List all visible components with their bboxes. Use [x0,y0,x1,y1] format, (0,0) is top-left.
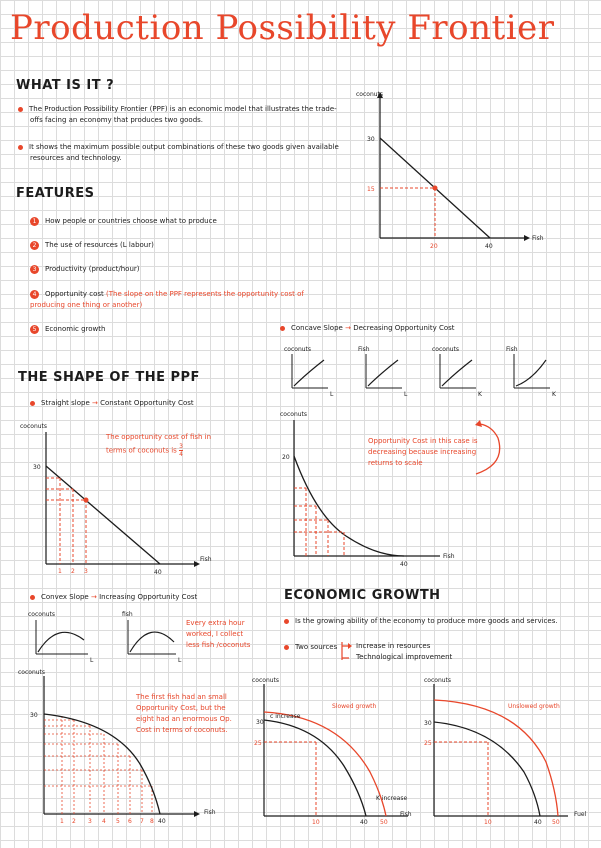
concave-note: Opportunity Cost in this case is decreasing because increasing returns to scale [368,437,478,467]
svg-text:L: L [178,657,182,664]
guide-lines [264,742,316,816]
feature-item-5: 5 Economic growth [30,324,105,335]
svg-text:Fish: Fish [506,346,518,353]
arrow-icon: → [345,324,351,332]
bracket-arrow-icon [340,640,352,664]
svg-text:coconuts: coconuts [432,346,460,353]
bullet-dot [284,645,289,650]
concave-label-row: Concave Slope → Decreasing Opportunity Cost [280,323,455,334]
tick-label: 25 [424,740,432,747]
bullet-dot [30,595,35,600]
mini-chart [122,611,182,664]
what-heading: WHAT IS IT ? [16,78,115,93]
y-axis-label: coconuts [252,677,280,684]
y-axis-label: coconuts [20,423,48,430]
arrow-icon: → [90,593,97,601]
x-axis-label: Fuel [574,811,587,818]
mini-chart [432,346,483,398]
tick-label: 7 [140,818,144,825]
fraction: $\frac{3}{4}$ [179,443,183,458]
tick-label: 3 [84,568,88,575]
svg-text:L: L [90,657,94,664]
x-axis-label: Fish [204,809,216,816]
svg-text:K: K [552,391,556,398]
unslowed-growth-diagram [418,676,598,828]
arrow-icon [194,811,200,817]
growth-heading: ECONOMIC GROWTH [284,588,441,603]
tick-label: 10 [312,819,320,826]
tick-label: 40 [400,561,408,568]
growth-item-2: Two sources [284,642,337,653]
feature-item-2: 2 The use of resources (L labour) [30,240,154,251]
what-item-2: It shows the maximum possible output combinations of these two goods given available resources and technology. [30,142,340,164]
ppf-line [46,466,160,564]
bullet-dot [18,145,23,150]
number-badge: 3 [30,265,39,274]
tick-label: 3 [88,818,92,825]
tick-label: 40 [360,819,368,826]
feature-item-1: 1 How people or countries choose what to produce [30,216,217,227]
tick-label: 10 [484,819,492,826]
svg-text:coconuts: coconuts [28,611,56,618]
tick-label: 50 [552,819,560,826]
ppf-intro-diagram [350,88,550,258]
slowed-growth-diagram [248,676,423,828]
growth-item-1: Is the growing ability of the economy to produce more goods and services. [284,616,584,627]
shift-label: K increase [376,795,408,802]
growth-source-2: Technological improvement [356,653,453,661]
curve-label: Unslowed growth [508,703,560,710]
tick-label: 40 [158,818,166,825]
guide-lines [434,742,488,816]
page-title: Production Possibility Frontier [10,8,555,48]
shifted-ppf-curve [264,712,386,816]
y-axis-label: coconuts [356,91,384,98]
svg-text:Fish: Fish [358,346,370,353]
point-marker [84,498,89,503]
ppf-curve [434,722,540,816]
curved-arrow-icon [470,418,506,482]
mini-chart [28,611,94,664]
shape-heading: THE SHAPE OF THE PPF [18,370,200,385]
tick-label: 6 [128,818,132,825]
tick-label: 8 [150,818,154,825]
convex-note: Every extra hour worked, I collect less fish /coconuts [186,619,251,649]
number-badge: 1 [30,217,39,226]
tick-label: 30 [33,464,41,471]
guide-lines [294,488,344,556]
tick-label: 50 [380,819,388,826]
bullet-dot [18,107,23,112]
number-badge: 5 [30,325,39,334]
x-axis-label: Fish [532,235,544,242]
point-marker [433,186,438,191]
tick-label: 1 [60,818,64,825]
tick-label: 20 [430,243,438,250]
svg-text:fish: fish [122,611,133,618]
concave-ppf-diagram [276,406,476,574]
x-axis-label: Fish [400,811,412,818]
ppf-curve [264,720,366,816]
tick-label: 5 [116,818,120,825]
arrow-icon: → [92,399,98,407]
shift-label: c increase [270,713,301,720]
svg-text:L: L [330,391,334,398]
growth-source-1: Increase in resources [356,642,431,650]
curve-label: Slowed growth [332,703,377,710]
guide-lines [46,478,86,564]
feature-item-3: 3 Productivity (product/hour) [30,264,140,275]
tick-label: 1 [58,568,62,575]
what-item-1: The Production Possibility Frontier (PPF) is an economic model that illustrates the trade-offs facing an economy that produces two goods. [30,104,340,126]
number-badge: 4 [30,290,39,299]
feature-item-4: 4 Opportunity cost (The slope on the PPF represents the opportunity cost of producing one thing or another) [30,290,304,309]
straight-slope-row: Straight slope → Constant Opportunity Cost [30,398,194,409]
tick-label: 30 [30,712,38,719]
features-heading: FEATURES [16,186,95,201]
bullet-dot [280,326,285,331]
tick-label: 4 [102,818,106,825]
shifted-ppf-curve [434,700,558,816]
opportunity-cost-note: The opportunity cost of fish in terms of coconuts is $\frac{3}{4}$ [106,433,212,458]
tick-label: 25 [254,740,262,747]
svg-text:L: L [404,391,408,398]
y-axis-label: coconuts [280,411,308,418]
number-badge: 2 [30,241,39,250]
tick-label: 20 [282,454,290,461]
convex-note-2: The first fish had an small Opportunity Cost, but the eight had an enormous Op. Cost in terms of coconuts. [136,693,232,734]
mini-chart [506,346,557,398]
y-axis-label: coconuts [424,677,452,684]
tick-label: 40 [485,243,493,250]
tick-label: 30 [367,136,375,143]
tick-label: 30 [256,719,264,726]
bullet-dot [30,401,35,406]
concave-mini-charts [284,344,574,400]
tick-label: 15 [367,186,375,193]
svg-text:K: K [478,391,482,398]
mini-chart [284,346,334,398]
tick-label: 40 [154,569,162,576]
tick-label: 2 [71,568,75,575]
x-axis-label: Fish [443,553,455,560]
svg-text:coconuts: coconuts [284,346,312,353]
x-axis-label: Fish [200,556,212,563]
bullet-dot [284,619,289,624]
tick-label: 40 [534,819,542,826]
convex-label-row: Convex Slope → Increasing Opportunity Cost [30,592,197,603]
tick-label: 2 [72,818,76,825]
arrow-icon [524,235,530,241]
tick-label: 30 [424,720,432,727]
mini-chart [358,346,408,398]
convex-mini-charts [28,608,188,666]
y-axis-label: coconuts [18,669,46,676]
